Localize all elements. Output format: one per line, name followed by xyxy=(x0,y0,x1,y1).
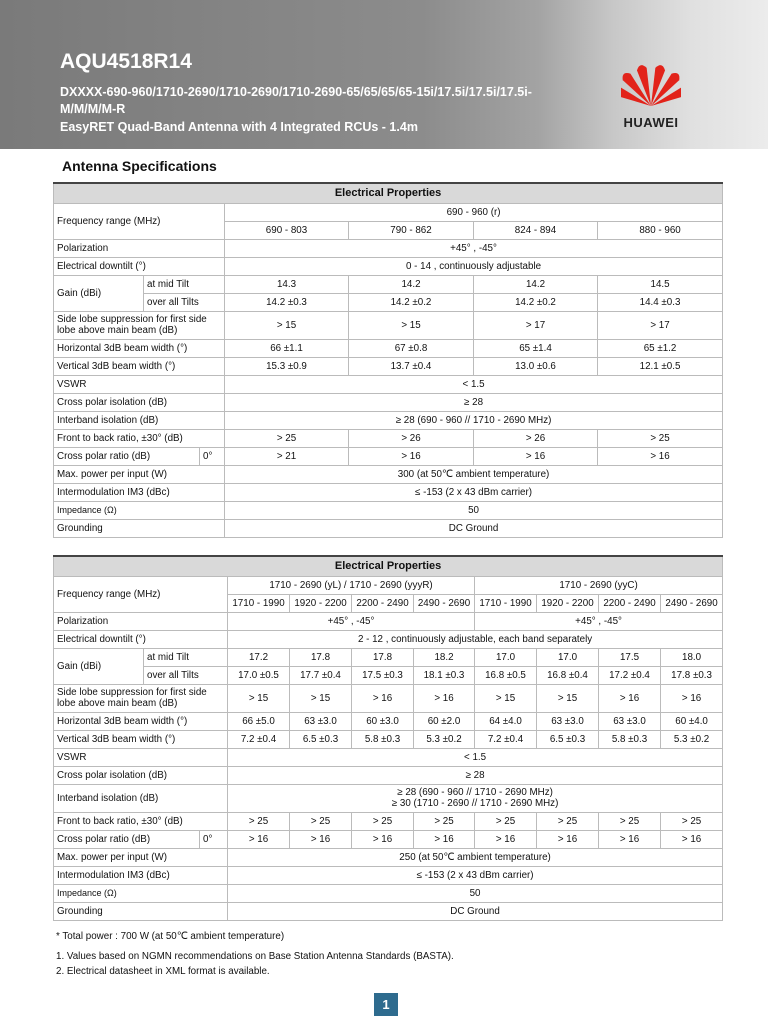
sub-label: over all Tilts xyxy=(144,293,225,311)
row-label: Gain (dBi) xyxy=(54,648,144,684)
cell-value: 67 ±0.8 xyxy=(349,339,474,357)
cell-value: 7.2 ±0.4 xyxy=(228,730,290,748)
band-header: 790 - 862 xyxy=(349,221,474,239)
row-label: Horizontal 3dB beam width (°) xyxy=(54,339,225,357)
cell-value: DC Ground xyxy=(228,902,723,920)
cell-value: > 17 xyxy=(598,311,723,339)
table-row xyxy=(54,257,723,275)
band-header: 2490 - 2690 xyxy=(661,594,723,612)
cell-value: > 16 xyxy=(475,830,537,848)
band-header: 690 - 803 xyxy=(225,221,349,239)
footnote-2: 2. Electrical datasheet in XML format is available. xyxy=(56,966,270,977)
cell-value: 14.2 ±0.3 xyxy=(225,293,349,311)
table-row xyxy=(54,866,723,884)
cell-value: 14.2 ±0.2 xyxy=(349,293,474,311)
table-row xyxy=(54,576,723,594)
table-row xyxy=(54,666,723,684)
table-row xyxy=(54,311,723,339)
cell-value: > 15 xyxy=(475,684,537,712)
cell-value: 17.7 ±0.4 xyxy=(290,666,352,684)
cell-value: > 25 xyxy=(225,429,349,447)
cell-value: > 25 xyxy=(228,812,290,830)
row-label: VSWR xyxy=(54,375,225,393)
band-header: 1920 - 2200 xyxy=(290,594,352,612)
cell-value: < 1.5 xyxy=(225,375,723,393)
cell-value: 17.2 ±0.4 xyxy=(599,666,661,684)
table-title: Electrical Properties xyxy=(54,556,723,576)
cell-value: 5.3 ±0.2 xyxy=(661,730,723,748)
row-label: Cross polar ratio (dB) xyxy=(54,447,200,465)
band-header: 1710 - 1990 xyxy=(475,594,537,612)
cell-value: 60 ±2.0 xyxy=(414,712,475,730)
cell-value: 16.8 ±0.5 xyxy=(475,666,537,684)
table-row xyxy=(54,784,723,812)
table-row xyxy=(54,465,723,483)
table-row xyxy=(54,393,723,411)
row-label: Vertical 3dB beam width (°) xyxy=(54,730,228,748)
cell-value: 18.1 ±0.3 xyxy=(414,666,475,684)
row-label: Front to back ratio, ±30° (dB) xyxy=(54,429,225,447)
cell-value: ≤ -153 (2 x 43 dBm carrier) xyxy=(228,866,723,884)
angle-label: 0° xyxy=(200,447,225,465)
row-label: Interband isolation (dB) xyxy=(54,784,228,812)
row-label: Frequency range (MHz) xyxy=(54,576,228,612)
row-label: VSWR xyxy=(54,748,228,766)
cell-value: 5.3 ±0.2 xyxy=(414,730,475,748)
footnote-1: 1. Values based on NGMN recommendations on Base Station Antenna Standards (BASTA). xyxy=(56,951,454,962)
table-row xyxy=(54,519,723,537)
row-label: Polarization xyxy=(54,239,225,257)
sub-label: over all Tilts xyxy=(144,666,228,684)
sub-label: at mid Tilt xyxy=(144,275,225,293)
row-label: Electrical downtilt (°) xyxy=(54,630,228,648)
cell-value: > 15 xyxy=(228,684,290,712)
cell-value: 17.0 xyxy=(475,648,537,666)
cell-value: 60 ±3.0 xyxy=(352,712,414,730)
cell-value: 64 ±4.0 xyxy=(475,712,537,730)
cell-value: > 16 xyxy=(414,830,475,848)
total-power-note: * Total power : 700 W (at 50℃ ambient temperature) xyxy=(56,931,285,942)
table-row xyxy=(54,275,723,293)
cell-value: DC Ground xyxy=(225,519,723,537)
cell-value: > 16 xyxy=(474,447,598,465)
cell-value: > 16 xyxy=(352,830,414,848)
cell-value: > 16 xyxy=(352,684,414,712)
spec-table-low-band xyxy=(53,182,723,538)
cell-value: > 25 xyxy=(598,429,723,447)
cell-value: ≥ 28 (690 - 960 // 1710 - 2690 MHz) xyxy=(225,411,723,429)
cell-value: > 15 xyxy=(537,684,599,712)
cell-value: > 25 xyxy=(475,812,537,830)
band-header: 2490 - 2690 xyxy=(414,594,475,612)
cell-value: 63 ±3.0 xyxy=(599,712,661,730)
cell-value: > 16 xyxy=(349,447,474,465)
cell-value: 13.0 ±0.6 xyxy=(474,357,598,375)
cell-value: ≥ 28 (690 - 960 // 1710 - 2690 MHz) xyxy=(397,787,553,798)
frequency-group: 1710 - 2690 (yyC) xyxy=(475,576,723,594)
cell-value: 17.5 xyxy=(599,648,661,666)
cell-value: 7.2 ±0.4 xyxy=(475,730,537,748)
cell-value: 18.2 xyxy=(414,648,475,666)
table-row xyxy=(54,648,723,666)
cell-value: > 25 xyxy=(537,812,599,830)
band-header: 1920 - 2200 xyxy=(537,594,599,612)
interband-values xyxy=(228,784,723,812)
row-label: Cross polar isolation (dB) xyxy=(54,393,225,411)
cell-value: < 1.5 xyxy=(228,748,723,766)
cell-value: 14.4 ±0.3 xyxy=(598,293,723,311)
cell-value: 17.8 ±0.3 xyxy=(661,666,723,684)
product-description: EasyRET Quad-Band Antenna with 4 Integrated RCUs - 1.4m xyxy=(60,120,418,134)
cell-value: 17.0 xyxy=(537,648,599,666)
table-row xyxy=(54,203,723,221)
table-row xyxy=(54,684,723,712)
frequency-group: 690 - 960 (r) xyxy=(225,203,723,221)
cell-value: > 16 xyxy=(661,830,723,848)
cell-value: 14.3 xyxy=(225,275,349,293)
row-label: Max. power per input (W) xyxy=(54,848,228,866)
row-label: Side lobe suppression for first side lobe above main beam (dB) xyxy=(54,684,228,712)
table-row xyxy=(54,375,723,393)
cell-value: ≥ 30 (1710 - 2690 // 1710 - 2690 MHz) xyxy=(391,798,559,809)
table-row xyxy=(54,884,723,902)
cell-value: 17.8 xyxy=(352,648,414,666)
cell-value: 17.5 ±0.3 xyxy=(352,666,414,684)
table-row xyxy=(54,748,723,766)
table-row xyxy=(54,812,723,830)
cell-value: > 21 xyxy=(225,447,349,465)
row-label: Front to back ratio, ±30° (dB) xyxy=(54,812,228,830)
table-row xyxy=(54,447,723,465)
row-label: Cross polar isolation (dB) xyxy=(54,766,228,784)
table-row xyxy=(54,766,723,784)
cell-value: > 16 xyxy=(290,830,352,848)
model-title: AQU4518R14 xyxy=(60,50,192,73)
cell-value: 15.3 ±0.9 xyxy=(225,357,349,375)
huawei-logo xyxy=(614,60,688,130)
cell-value: 16.8 ±0.4 xyxy=(537,666,599,684)
cell-value: 65 ±1.2 xyxy=(598,339,723,357)
table-row xyxy=(54,483,723,501)
cell-value: +45° , -45° xyxy=(475,612,723,630)
row-label: Vertical 3dB beam width (°) xyxy=(54,357,225,375)
row-label: Electrical downtilt (°) xyxy=(54,257,225,275)
table-row xyxy=(54,848,723,866)
cell-value: 6.5 ±0.3 xyxy=(537,730,599,748)
cell-value: > 16 xyxy=(599,830,661,848)
table-row xyxy=(54,501,723,519)
cell-value: > 25 xyxy=(599,812,661,830)
table-row xyxy=(54,612,723,630)
table-title: Electrical Properties xyxy=(54,183,723,203)
cell-value: ≤ -153 (2 x 43 dBm carrier) xyxy=(225,483,723,501)
table-row xyxy=(54,830,723,848)
cell-value: > 16 xyxy=(598,447,723,465)
cell-value: 65 ±1.4 xyxy=(474,339,598,357)
sub-label: at mid Tilt xyxy=(144,648,228,666)
cell-value: 63 ±3.0 xyxy=(537,712,599,730)
cell-value: > 25 xyxy=(414,812,475,830)
table-row xyxy=(54,429,723,447)
cell-value: > 16 xyxy=(661,684,723,712)
table-row xyxy=(54,411,723,429)
table-row xyxy=(54,712,723,730)
table-row xyxy=(54,730,723,748)
cell-value: 0 - 14 , continuously adjustable xyxy=(225,257,723,275)
row-label: Polarization xyxy=(54,612,228,630)
model-code-line1: DXXXX-690-960/1710-2690/1710-2690/1710-2690-65/65/65/65-15i/17.5i/17.5i/17.5i- xyxy=(60,85,532,99)
cell-value: 63 ±3.0 xyxy=(290,712,352,730)
cell-value: 17.0 ±0.5 xyxy=(228,666,290,684)
cell-value: 6.5 ±0.3 xyxy=(290,730,352,748)
table-row xyxy=(54,339,723,357)
cell-value: 17.2 xyxy=(228,648,290,666)
cell-value: 60 ±4.0 xyxy=(661,712,723,730)
row-label: Gain (dBi) xyxy=(54,275,144,311)
row-label: Intermodulation IM3 (dBc) xyxy=(54,866,228,884)
cell-value: ≥ 28 xyxy=(225,393,723,411)
cell-value: 250 (at 50℃ ambient temperature) xyxy=(228,848,723,866)
row-label: Intermodulation IM3 (dBc) xyxy=(54,483,225,501)
cell-value: > 15 xyxy=(349,311,474,339)
band-header: 824 - 894 xyxy=(474,221,598,239)
cell-value: ≥ 28 xyxy=(228,766,723,784)
row-label: Impedance (Ω) xyxy=(54,501,225,519)
cell-value: 17.8 xyxy=(290,648,352,666)
page-number: 1 xyxy=(374,993,398,1016)
cell-value: 66 ±1.1 xyxy=(225,339,349,357)
row-label: Cross polar ratio (dB) xyxy=(54,830,200,848)
cell-value: +45° , -45° xyxy=(228,612,475,630)
cell-value: 5.8 ±0.3 xyxy=(352,730,414,748)
frequency-group: 1710 - 2690 (yL) / 1710 - 2690 (yyyR) xyxy=(228,576,475,594)
cell-value: > 26 xyxy=(474,429,598,447)
huawei-petals-icon xyxy=(621,60,681,110)
cell-value: 300 (at 50℃ ambient temperature) xyxy=(225,465,723,483)
cell-value: 66 ±5.0 xyxy=(228,712,290,730)
cell-value: > 15 xyxy=(225,311,349,339)
cell-value: 18.0 xyxy=(661,648,723,666)
table-row xyxy=(54,902,723,920)
cell-value: 50 xyxy=(225,501,723,519)
row-label: Grounding xyxy=(54,519,225,537)
cell-value: > 26 xyxy=(349,429,474,447)
cell-value: > 25 xyxy=(661,812,723,830)
cell-value: > 25 xyxy=(352,812,414,830)
cell-value: 14.2 xyxy=(349,275,474,293)
cell-value: > 16 xyxy=(228,830,290,848)
row-label: Impedance (Ω) xyxy=(54,884,228,902)
angle-label: 0° xyxy=(200,830,228,848)
table-row xyxy=(54,293,723,311)
row-label: Side lobe suppression for first side lobe above main beam (dB) xyxy=(54,311,225,339)
table-row xyxy=(54,357,723,375)
cell-value: 14.5 xyxy=(598,275,723,293)
model-code-line2: M/M/M/M-R xyxy=(60,102,126,116)
table-header-row xyxy=(54,556,723,576)
row-label: Max. power per input (W) xyxy=(54,465,225,483)
table-row xyxy=(54,630,723,648)
section-title: Antenna Specifications xyxy=(62,158,217,174)
row-label: Interband isolation (dB) xyxy=(54,411,225,429)
cell-value: 2 - 12 , continuously adjustable, each band separately xyxy=(228,630,723,648)
band-header: 880 - 960 xyxy=(598,221,723,239)
cell-value: 14.2 xyxy=(474,275,598,293)
row-label: Frequency range (MHz) xyxy=(54,203,225,239)
cell-value: 5.8 ±0.3 xyxy=(599,730,661,748)
cell-value: > 16 xyxy=(414,684,475,712)
spec-table-high-band xyxy=(53,555,723,921)
cell-value: > 16 xyxy=(599,684,661,712)
cell-value: 50 xyxy=(228,884,723,902)
table-row xyxy=(54,239,723,257)
brand-name: HUAWEI xyxy=(623,115,679,130)
cell-value: 13.7 ±0.4 xyxy=(349,357,474,375)
table-header-row xyxy=(54,183,723,203)
cell-value: 14.2 ±0.2 xyxy=(474,293,598,311)
band-header: 2200 - 2490 xyxy=(599,594,661,612)
cell-value: > 25 xyxy=(290,812,352,830)
band-header: 1710 - 1990 xyxy=(228,594,290,612)
cell-value: 12.1 ±0.5 xyxy=(598,357,723,375)
cell-value: > 15 xyxy=(290,684,352,712)
row-label: Grounding xyxy=(54,902,228,920)
row-label: Horizontal 3dB beam width (°) xyxy=(54,712,228,730)
cell-value: > 17 xyxy=(474,311,598,339)
header-banner xyxy=(0,0,768,149)
band-header: 2200 - 2490 xyxy=(352,594,414,612)
cell-value: +45° , -45° xyxy=(225,239,723,257)
cell-value: > 16 xyxy=(537,830,599,848)
